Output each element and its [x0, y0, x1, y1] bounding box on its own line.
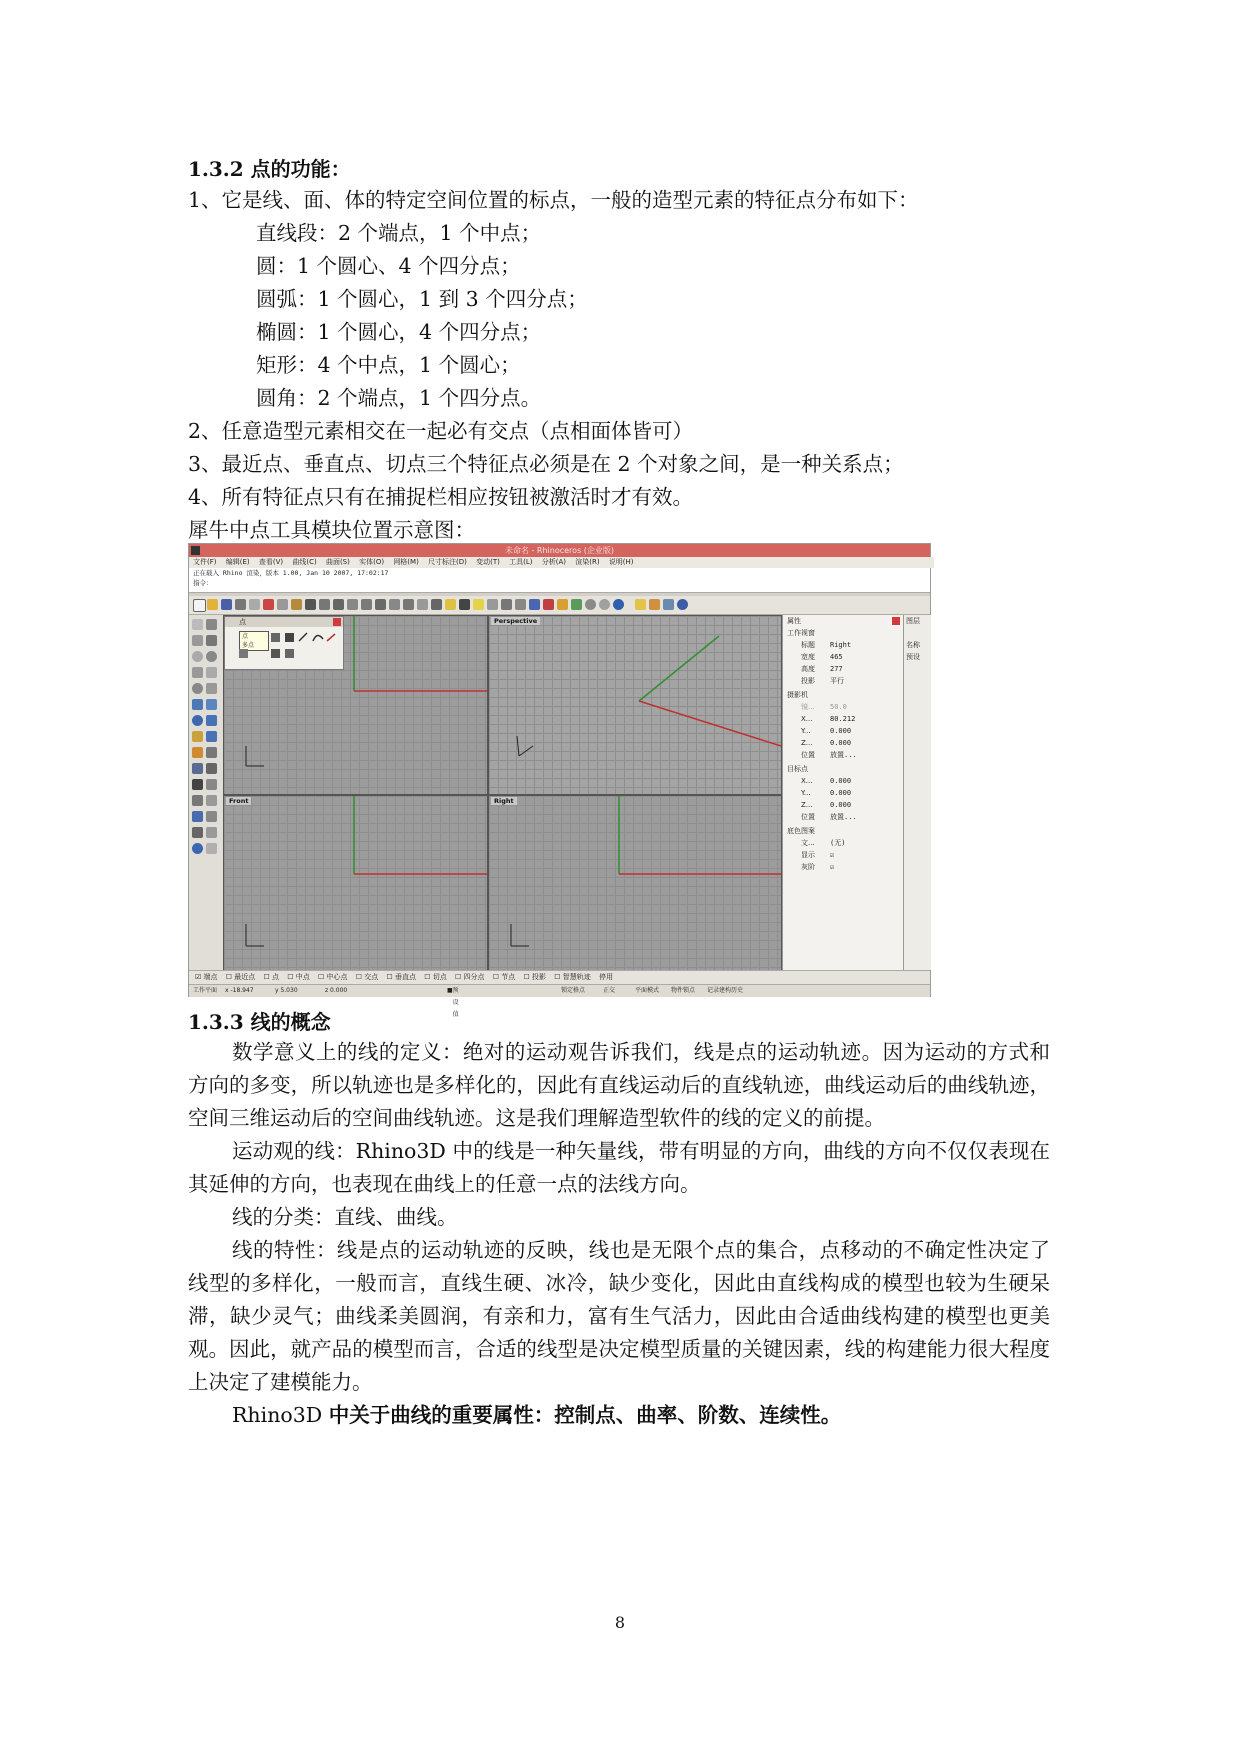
window-titlebar [189, 544, 930, 557]
copy-icon[interactable] [277, 599, 288, 610]
prop-value-title[interactable]: Right [830, 641, 852, 649]
viewport-perspective[interactable] [488, 615, 782, 795]
paragraph-classification: 线的分类：直线、曲线。 [232, 1205, 458, 1229]
point-tool-popup [224, 616, 344, 670]
new-file-icon[interactable] [193, 599, 206, 612]
menu-solid[interactable]: 实体(O) [359, 558, 385, 566]
prop-value-camera-x[interactable]: 80.212 [830, 715, 856, 723]
perspective-construction-axes [489, 616, 781, 794]
status-cplane: 工作平面 [193, 987, 218, 994]
box-icon[interactable] [206, 715, 217, 726]
prop-key: Y... [801, 727, 811, 735]
lock-icon[interactable] [487, 599, 498, 610]
arc-icon[interactable] [192, 667, 203, 678]
mesh-icon[interactable] [192, 747, 203, 758]
surface-icon[interactable] [192, 699, 203, 710]
status-y: y 5.030 [275, 987, 298, 994]
group-icon[interactable] [206, 811, 217, 822]
osnap-disable[interactable]: 停用 [599, 973, 613, 981]
paragraph-curve-properties [188, 1399, 1050, 1432]
popup-title: 点 [225, 617, 343, 627]
print-icon[interactable] [235, 599, 246, 610]
osnap-near[interactable]: ☐ 最近点 [225, 973, 256, 981]
cut-icon[interactable] [263, 599, 274, 610]
rhino-screenshot [188, 543, 931, 1018]
command-area [189, 568, 930, 593]
light-icon[interactable] [473, 599, 484, 610]
render-icon[interactable] [557, 599, 568, 610]
circle-icon[interactable] [192, 651, 203, 662]
zoom-icon[interactable] [347, 599, 358, 610]
analyze-icon[interactable] [192, 843, 203, 854]
sub-item-fillet: 圆角：2 个端点，1 个四分点。 [256, 386, 542, 410]
layer-default[interactable]: 预设 [906, 653, 920, 661]
osnap-point[interactable]: ☐ 点 [263, 973, 280, 981]
viewport-right[interactable] [488, 795, 782, 971]
standard-toolbar [189, 596, 930, 615]
status-osnap[interactable]: 物件锁点 [671, 987, 696, 994]
list-item-2: 2、任意造型元素相交在一起必有交点（点相面体皆可） [188, 419, 694, 443]
prop-key: 文... [801, 839, 815, 847]
rendered-sphere-icon[interactable] [613, 599, 624, 610]
pan-icon[interactable] [319, 599, 330, 610]
ghost-icon[interactable] [599, 599, 610, 610]
prop-value-camera-y[interactable]: 0.000 [830, 727, 852, 735]
hide-icon[interactable] [459, 599, 470, 610]
osnap-center[interactable]: ☐ 中心点 [318, 973, 348, 981]
layers-title: 图层 [906, 617, 920, 625]
paragraph-curve-properties-lead: Rhino3D [232, 1403, 329, 1427]
panel-title: 属性 [787, 617, 801, 625]
osnap-smarttrack[interactable]: ☐ 智慧轨迹 [554, 973, 591, 981]
layer-icon[interactable] [515, 599, 526, 610]
prop-key: Z... [801, 801, 813, 809]
material-icon[interactable] [543, 599, 554, 610]
menu-dimension[interactable]: 尺寸标注(D) [428, 558, 467, 566]
move-icon[interactable] [206, 827, 217, 838]
osnap-intersection[interactable]: ☐ 交点 [355, 973, 379, 981]
trim-icon[interactable] [206, 779, 217, 790]
prop-value-bg-file[interactable]: (无) [830, 839, 846, 847]
loft-icon[interactable] [206, 699, 217, 710]
status-planar[interactable]: 平面模式 [635, 987, 660, 994]
split-icon[interactable] [192, 795, 203, 806]
osnap-end[interactable]: ☑ 端点 [195, 973, 218, 981]
help-icon[interactable] [677, 599, 688, 610]
status-ortho[interactable]: 正交 [603, 987, 616, 994]
popup-tooltip [239, 631, 269, 651]
toolbar-layout-icon[interactable] [663, 599, 674, 610]
paste-icon[interactable] [291, 599, 302, 610]
viewport-label-perspective[interactable]: Perspective [491, 617, 540, 625]
list-item-3: 3、最近点、垂直点、切点三个特征点必须是在 2 个对象之间，是一种关系点； [188, 452, 904, 476]
array-icon[interactable] [206, 763, 217, 774]
fillet-icon[interactable] [206, 683, 217, 694]
join-icon[interactable] [206, 795, 217, 806]
viewport-label-front[interactable]: Front [226, 797, 251, 805]
prop-key: 投影 [801, 677, 815, 685]
prop-value-camera-z[interactable]: 0.000 [830, 739, 852, 747]
menu-render[interactable]: 渲染(R) [575, 558, 600, 566]
command-history: 正在载入 Rhino 渲染，版本 1.00, Jan 10 2007, 17:02:17 [193, 569, 389, 577]
layers-column-name: 名称 [906, 641, 920, 649]
status-layer-label: 预设值 [452, 987, 459, 1018]
prop-value-lens[interactable]: 50.0 [830, 703, 847, 711]
section-viewport: 工作视窗 [787, 629, 815, 637]
osnap-tangent[interactable]: ☐ 切点 [424, 973, 447, 981]
dimension-icon[interactable] [206, 747, 217, 758]
shade-icon[interactable] [571, 599, 582, 610]
tooltip-point: 点 [242, 633, 249, 640]
zoom-selected-icon[interactable] [389, 599, 400, 610]
prop-key: Z... [801, 739, 813, 747]
osnap-project[interactable]: ☐ 投影 [523, 973, 547, 981]
viewport-layout-icon[interactable] [417, 599, 428, 610]
sub-item-rectangle: 矩形：4 个中点，1 个圆心； [256, 353, 521, 377]
layers-panel [903, 615, 931, 970]
camera-place-button[interactable]: 放置... [830, 751, 857, 759]
open-file-icon[interactable] [207, 599, 218, 610]
prop-key: 显示 [801, 851, 815, 859]
rotate-view-icon[interactable] [333, 599, 344, 610]
prop-key: 镜... [801, 703, 815, 711]
polygon-icon[interactable] [192, 683, 203, 694]
tooltip-multipoint: 多点 [242, 642, 255, 649]
prop-key: 标题 [801, 641, 815, 649]
osnap-perpendicular[interactable]: ☐ 垂直点 [386, 973, 417, 981]
list-item-1: 1、它是线、面、体的特定空间位置的标点，一般的造型元素的特征点分布如下： [188, 188, 919, 212]
front-construction-axes [224, 796, 487, 970]
sphere-icon[interactable] [192, 715, 203, 726]
status-grid-snap[interactable]: 锁定格点 [561, 987, 586, 994]
prop-value-height[interactable]: 277 [830, 665, 843, 673]
command-prompt[interactable]: 指令： [193, 579, 213, 587]
menu-curve[interactable]: 曲线(C) [292, 558, 317, 566]
light-bulb-icon[interactable] [635, 599, 646, 610]
menu-mesh[interactable]: 网格(M) [393, 558, 419, 566]
menu-bar [189, 557, 934, 568]
prop-value-target-x[interactable]: 0.000 [830, 777, 852, 785]
paragraph-motion-line: 运动观的线：Rhino3D 中的线是一种矢量线，带有明显的方向，曲线的方向不仅仅表现在其延伸的方向，也表现在曲线上的任意一点的法线方向。 [188, 1139, 1050, 1196]
section-background: 底色图案 [787, 827, 815, 835]
save-icon[interactable] [221, 599, 232, 610]
sub-item-line-segment: 直线段：2 个端点，1 个中点； [256, 221, 542, 245]
prop-key: Y... [801, 789, 811, 797]
status-bar [189, 984, 930, 1018]
menu-file[interactable]: 文件(F) [193, 558, 217, 566]
main-toolbar [189, 615, 223, 970]
section-target: 目标点 [787, 765, 808, 773]
select-arrow-icon[interactable] [192, 619, 203, 630]
viewport-label-right[interactable]: Right [491, 797, 517, 805]
bg-show-checkbox[interactable]: ☑ [830, 851, 835, 859]
curve-icon[interactable] [206, 635, 217, 646]
transform-icon[interactable] [192, 763, 203, 774]
prop-value-target-y[interactable]: 0.000 [830, 789, 852, 797]
osnap-bar [189, 970, 930, 984]
section-heading-1-3-2: 1.3.2 点的功能： [188, 157, 351, 181]
prop-key: 高度 [801, 665, 815, 673]
prop-key: 位置 [801, 813, 815, 821]
object-properties-icon[interactable] [529, 599, 540, 610]
viewport-front[interactable] [223, 795, 488, 971]
properties-panel [782, 615, 903, 970]
menu-view[interactable]: 查看(V) [258, 558, 284, 566]
select-icon[interactable] [431, 599, 442, 610]
extrude-icon[interactable] [206, 731, 217, 742]
options-icon[interactable] [649, 599, 660, 610]
status-x: x -18.947 [225, 987, 254, 994]
prop-key: X... [801, 777, 813, 785]
prop-value-target-z[interactable]: 0.000 [830, 801, 852, 809]
point-tools-icons[interactable] [269, 631, 339, 665]
menu-surface[interactable]: 曲面(S) [325, 558, 350, 566]
undo-view-icon[interactable] [403, 599, 414, 610]
properties-icon[interactable] [249, 599, 260, 610]
status-layer[interactable]: ■ 预设值 [447, 985, 453, 997]
paragraph-definition: 数学意义上的线的定义：绝对的运动观告诉我们，线是点的运动轨迹。因为运动的方式和方向的多变，所以轨迹也是多样化的，因此有直线运动后的直线轨迹，曲线运动后的曲线轨迹，空间三维运动后的空间曲线轨迹。这是我们理解造型软件的线的定义的前提。 [188, 1040, 1050, 1130]
section-camera: 摄影机 [787, 691, 808, 699]
section-heading-1-3-3: 1.3.3 线的概念 [188, 1010, 331, 1034]
menu-help[interactable]: 说明(H) [608, 558, 634, 566]
ellipse-icon[interactable] [206, 651, 217, 662]
sub-item-ellipse: 椭圆：1 个圆心，4 个四分点； [256, 320, 542, 344]
menu-edit[interactable]: 编辑(E) [225, 558, 250, 566]
undo-icon[interactable] [305, 599, 316, 610]
rectangle-icon[interactable] [206, 667, 217, 678]
prop-key: 位置 [801, 751, 815, 759]
list-item-4: 4、所有特征点只有在捕捉栏相应按钮被激活时才有效。 [188, 485, 694, 509]
figure-caption: 犀牛中点工具模块位置示意图： [188, 518, 475, 542]
prop-key: X... [801, 715, 813, 723]
status-z: z 0.000 [325, 987, 348, 994]
sub-item-circle: 圆：1 个圆心、4 个四分点； [256, 254, 521, 278]
paragraph-curve-properties-bold: 中关于曲线的重要属性：控制点、曲率、阶数、连续性。 [328, 1403, 842, 1427]
prop-key: 宽度 [801, 653, 815, 661]
cylinder-icon[interactable] [192, 731, 203, 742]
prop-value-width[interactable]: 465 [830, 653, 843, 661]
unlock-icon[interactable] [501, 599, 512, 610]
popup-close-icon[interactable] [333, 618, 341, 626]
app-icon [191, 546, 200, 555]
panel-close-icon[interactable] [892, 617, 900, 625]
right-construction-axes [489, 796, 781, 970]
paragraph-characteristics: 线的特性：线是点的运动轨迹的反映，线也是无限个点的集合，点移动的不确定性决定了线型的多样化，一般而言，直线生硬、冰冷，缺少变化，因此由直线构成的模型也较为生硬呆滞，缺少灵气；曲线柔美圆润，有亲和力，富有生气活力，因此由合适曲线构建的模型也更美观。因此，就产品的模型而言，合适的线型是决定模型质量的关键因素，线的构建能力很大程度上决定了建模能力。 [188, 1238, 1050, 1394]
window-title: 未命名 - Rhinoceros (企业版) [504, 546, 615, 555]
sub-item-arc: 圆弧：1 个圆心，1 到 3 个四分点； [256, 287, 588, 311]
osnap-mid[interactable]: ☐ 中点 [287, 973, 310, 981]
wireframe-icon[interactable] [585, 599, 596, 610]
page-number: 8 [614, 1613, 626, 1632]
polyline-icon[interactable] [192, 635, 203, 646]
menu-transform[interactable]: 变动(T) [476, 558, 500, 566]
osnap-quadrant[interactable]: ☐ 四分点 [455, 973, 485, 981]
target-place-button[interactable]: 放置... [830, 813, 857, 821]
edit-points-icon[interactable] [192, 827, 203, 838]
boolean-icon[interactable] [192, 779, 203, 790]
menu-tools[interactable]: 工具(L) [509, 558, 533, 566]
zoom-extents-icon[interactable] [375, 599, 386, 610]
status-history[interactable]: 记录建构历史 [707, 987, 744, 994]
zoom-window-icon[interactable] [361, 599, 372, 610]
prop-key: 灰阶 [801, 863, 815, 871]
render-tool-icon[interactable] [206, 843, 217, 854]
menu-analyze[interactable]: 分析(A) [541, 558, 567, 566]
bg-grayscale-checkbox[interactable]: ☑ [830, 863, 835, 871]
show-icon[interactable] [445, 599, 456, 610]
explode-icon[interactable] [192, 811, 203, 822]
osnap-knot[interactable]: ☐ 节点 [492, 973, 516, 981]
prop-value-projection[interactable]: 平行 [830, 677, 844, 685]
point-tool-icon[interactable] [206, 619, 217, 630]
